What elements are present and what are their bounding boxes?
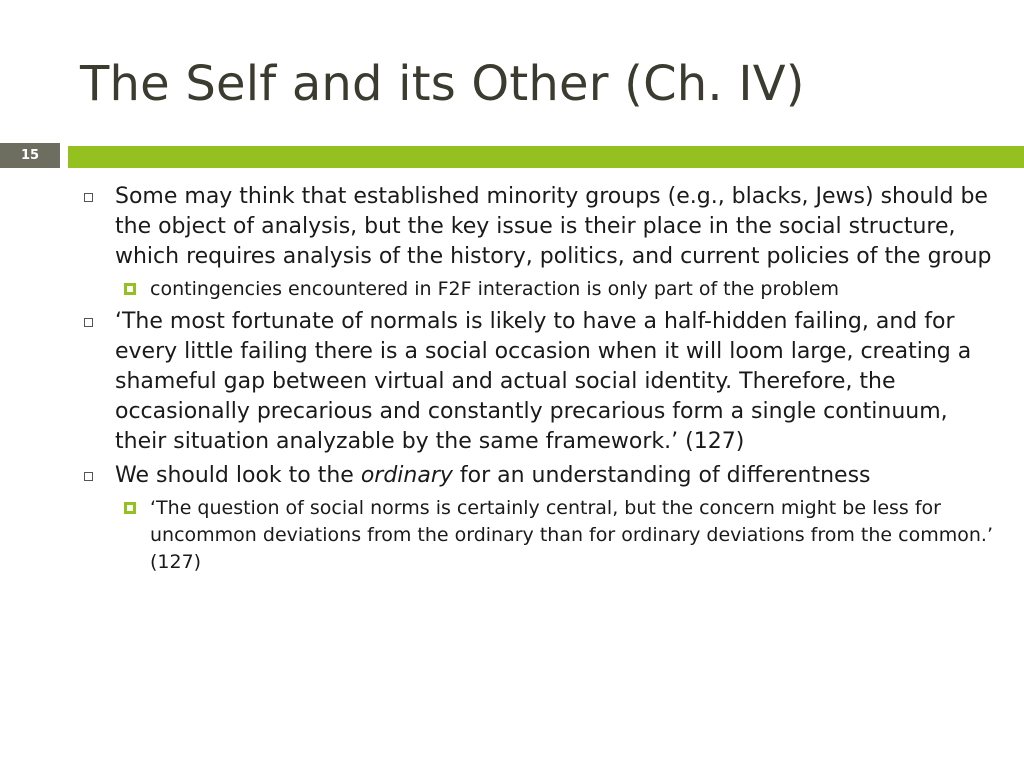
emphasis-text: ordinary [360, 463, 453, 488]
bullet-text-part: for an understanding of differentness [452, 463, 871, 488]
sub-bullet-item [124, 495, 993, 576]
bullet-text-part: We should look to the [115, 463, 361, 488]
hollow-square-bullet-icon [84, 193, 93, 202]
bullet-item [78, 182, 993, 272]
slide-content [78, 182, 993, 580]
bullet-text: Some may think that established minority groups (e.g., blacks, Jews) should be the object of analysis, but the key issue is their place in the social structure, which requires analysis of the history, politics, and current policies of the group [115, 184, 992, 269]
bullet-item [78, 461, 993, 491]
page-number: 15 [20, 148, 40, 163]
green-square-bullet-icon [124, 283, 136, 295]
bullet-item [78, 307, 993, 457]
green-square-bullet-icon [124, 502, 136, 514]
hollow-square-bullet-icon [84, 472, 93, 481]
hollow-square-bullet-icon [84, 318, 93, 327]
sub-bullet-item [124, 276, 993, 303]
slide-title: The Self and its Other (Ch. IV) [80, 56, 805, 112]
sub-bullet-text: contingencies encountered in F2F interaction is only part of the problem [150, 278, 840, 300]
page-number-badge [0, 143, 60, 168]
sub-bullet-text: ‘The question of social norms is certainly central, but the concern might be less for uncommon deviations from the ordinary than for ordinary deviations from the common.’ (127) [150, 497, 993, 573]
bullet-text [115, 461, 993, 491]
accent-bar [68, 146, 1024, 168]
bullet-text: ‘The most fortunate of normals is likely to have a half-hidden failing, and for every little failing there is a social occasion when it will loom large, creating a shameful gap between virtual and actual social identity. Therefore, the occasionally precarious and constantly precarious form a single continuum, their situation analyzable by the same framework.’ (127) [115, 309, 972, 454]
